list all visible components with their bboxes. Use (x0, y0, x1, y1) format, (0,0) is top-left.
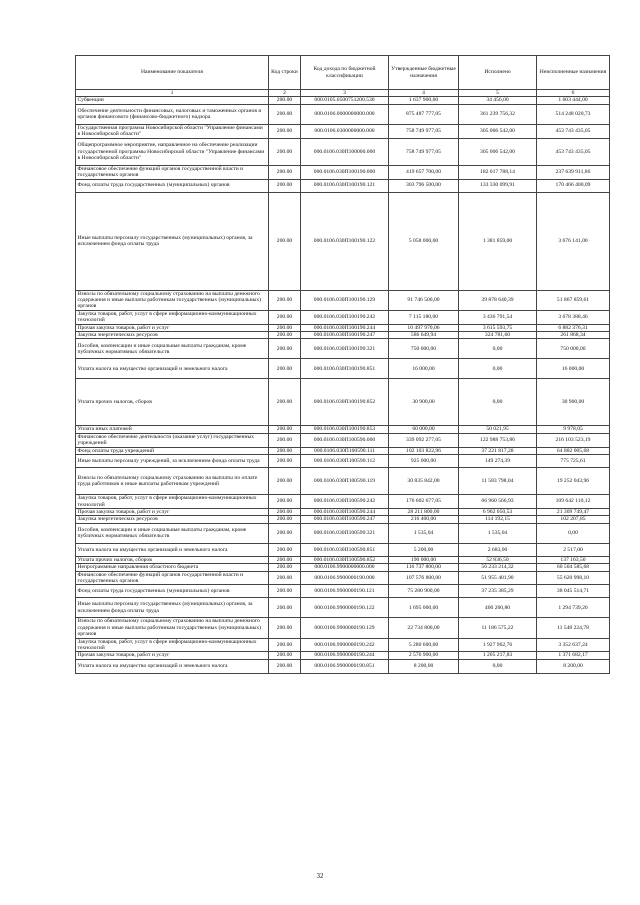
row-name: Уплата налога на имущество организаций и земельного налога (76, 543, 269, 556)
table-row (76, 618, 610, 638)
row-kbk: 000.0106.9900000190.121 (301, 585, 389, 598)
row-name: Уплата налога на имущество организаций и земельного налога (76, 659, 269, 673)
row-kbk: 000.0106.9900000190.129 (301, 618, 389, 638)
header-row (76, 56, 610, 90)
row-name: Финансовое обеспечение функций органов государственной власти и государственных органов (76, 571, 269, 585)
row-kbk: 000.0106.9900000190.122 (301, 598, 389, 618)
row-kbk: 000.0106.030П100590.852 (301, 556, 389, 563)
row-code: 200.00 (269, 179, 301, 192)
row-executed: 52 836,50 (459, 556, 537, 563)
table-row (76, 447, 610, 454)
row-name: Фонд оплаты труда государственных (муниципальных) органов (76, 585, 269, 598)
row-executed: 361 239 756,32 (459, 104, 537, 124)
row-code: 200.00 (269, 598, 301, 618)
row-approved: 91 746 500,00 (389, 290, 459, 310)
row-executed: 11 583 798,04 (459, 468, 537, 495)
row-approved: 60 000,00 (389, 426, 459, 433)
row-approved: 75 280 900,00 (389, 585, 459, 598)
table-row (76, 290, 610, 310)
row-remaining: 775 725,61 (537, 455, 610, 468)
row-kbk: 000.0106.030П100590.851 (301, 543, 389, 556)
table-row (76, 585, 610, 598)
row-name: Иные выплаты персоналу государственных (муниципальных) органов, за исключением фонда оплаты труда (76, 192, 269, 290)
row-code: 200.00 (269, 652, 301, 659)
row-kbk: 000.0106.030П100190.129 (301, 290, 389, 310)
row-approved: 216 400,00 (389, 516, 459, 523)
row-code: 200.00 (269, 523, 301, 543)
row-executed: 324 781,60 (459, 332, 537, 339)
row-name: Финансовое обеспечение деятельности (оказание услуг) государственных учреждений (76, 433, 269, 447)
row-approved: 1 695 000,00 (389, 598, 459, 618)
row-remaining: 514 248 020,73 (537, 104, 610, 124)
table-row (76, 516, 610, 523)
row-name: Прочая закупка товаров, работ и услуг (76, 324, 269, 331)
row-name: Фонд оплаты труда учреждений (76, 447, 269, 454)
row-name: Непрограммные направления областного бюджета (76, 564, 269, 571)
row-name: Уплата налога на имущество организаций и земельного налога (76, 359, 269, 379)
row-name: Уплата прочих налогов, сборов (76, 379, 269, 426)
row-approved: 303 796 500,00 (389, 179, 459, 192)
row-executed: 37 235 385,29 (459, 585, 537, 598)
row-executed: 2 683,00 (459, 543, 537, 556)
row-kbk: 000.0106.030П100190.000 (301, 165, 389, 179)
row-kbk: 000.0106.030П100190.242 (301, 310, 389, 324)
table-row (76, 659, 610, 673)
row-name: Прочая закупка товаров, работ и услуг (76, 652, 269, 659)
row-kbk: 000.0106.030П100190.851 (301, 359, 389, 379)
column-number: 6 (537, 90, 610, 97)
row-executed: 34 456,00 (459, 97, 537, 104)
column-number: 3 (301, 90, 389, 97)
column-number: 1 (76, 90, 269, 97)
row-name: Уплата прочих налогов, сборов (76, 556, 269, 563)
row-executed: 149 274,39 (459, 455, 537, 468)
row-executed: 50 021,95 (459, 426, 537, 433)
row-approved: 7 115 180,00 (389, 310, 459, 324)
table-row (76, 652, 610, 659)
row-code: 200.00 (269, 556, 301, 563)
table-row (76, 359, 610, 379)
row-remaining: 137 163,50 (537, 556, 610, 563)
row-remaining: 21 309 749,47 (537, 508, 610, 515)
row-approved: 176 602 677,05 (389, 495, 459, 509)
row-name: Взносы по обязательному социальному страхованию на выплаты денежного содержания и иные выплаты работникам государственных (муниципальных) органов (76, 618, 269, 638)
row-remaining: 1 603 444,00 (537, 97, 610, 104)
row-code: 200.00 (269, 97, 301, 104)
row-name: Уплата иных платежей (76, 426, 269, 433)
row-name: Иные выплаты персоналу учреждений, за исключением фонда оплаты труда (76, 455, 269, 468)
table-row (76, 638, 610, 652)
row-approved: 30 900,00 (389, 379, 459, 426)
row-executed: 1 927 962,76 (459, 638, 537, 652)
table-row (76, 523, 610, 543)
row-approved: 107 576 800,00 (389, 571, 459, 585)
table-row (76, 433, 610, 447)
row-name: Финансовое обеспечение функций органов государственной власти и государственных органов (76, 165, 269, 179)
row-name: Пособия, компенсации и иные социальные выплаты гражданам, кроме публичных нормативных обязательств (76, 523, 269, 543)
row-approved: 16 000,00 (389, 359, 459, 379)
header-cell: Исполнено (459, 56, 537, 90)
row-remaining: 0,00 (537, 523, 610, 543)
table-row (76, 138, 610, 165)
row-approved: 5 200,00 (389, 543, 459, 556)
row-name: Закупка товаров, работ, услуг в сфере информационно-коммуникационных технологий (76, 310, 269, 324)
row-executed: 122 988 753,86 (459, 433, 537, 447)
row-code: 200.00 (269, 585, 301, 598)
table-row (76, 426, 610, 433)
row-code: 200.00 (269, 447, 301, 454)
row-remaining: 261 868,34 (537, 332, 610, 339)
row-code: 200.00 (269, 290, 301, 310)
row-kbk: 000.0106.9900000190.244 (301, 652, 389, 659)
row-executed: 182 017 788,14 (459, 165, 537, 179)
row-code: 200.00 (269, 359, 301, 379)
row-kbk: 000.0106.030П100190.121 (301, 179, 389, 192)
row-code: 200.00 (269, 516, 301, 523)
row-kbk: 000.0106.030П100590.247 (301, 516, 389, 523)
row-kbk: 000.0106.030П100190.321 (301, 339, 389, 359)
row-remaining: 38 045 514,71 (537, 585, 610, 598)
row-remaining: 16 000,00 (537, 359, 610, 379)
table-row (76, 571, 610, 585)
row-kbk: 000.0106.0300000000.000 (301, 124, 389, 138)
row-executed: 56 233 214,32 (459, 564, 537, 571)
row-executed: 0,00 (459, 659, 537, 673)
row-approved: 28 211 800,00 (389, 508, 459, 515)
row-approved: 5 280 600,00 (389, 638, 459, 652)
table-row (76, 192, 610, 290)
table-row (76, 564, 610, 571)
row-remaining: 8 200,00 (537, 659, 610, 673)
row-executed: 400 260,80 (459, 598, 537, 618)
row-name: Обеспечение деятельности финансовых, налоговых и таможенных органов и органов финансового (финансово-бюджетного) надзора (76, 104, 269, 124)
row-kbk: 000.0106.030П100190.853 (301, 426, 389, 433)
row-code: 200.00 (269, 564, 301, 571)
row-code: 200.00 (269, 332, 301, 339)
row-code: 200.00 (269, 638, 301, 652)
row-remaining: 1 371 682,17 (537, 652, 610, 659)
table-row (76, 508, 610, 515)
row-kbk: 000.0106.9900000190.000 (301, 571, 389, 585)
table-row (76, 455, 610, 468)
row-remaining: 216 103 523,19 (537, 433, 610, 447)
row-approved: 30 835 842,00 (389, 468, 459, 495)
header-cell: Код дохода по бюджетной классификации (301, 56, 389, 90)
row-code: 200.00 (269, 659, 301, 673)
row-kbk: 000.0106.030П100590.244 (301, 508, 389, 515)
row-code: 200.00 (269, 310, 301, 324)
header-cell: Утвержденные бюджетные назначения (389, 56, 459, 90)
budget-execution-table (75, 55, 610, 674)
table-row (76, 165, 610, 179)
row-approved: 22 734 800,00 (389, 618, 459, 638)
row-code: 200.00 (269, 165, 301, 179)
row-code: 200.00 (269, 455, 301, 468)
row-name: Закупка товаров, работ, услуг в сфере информационно-коммуникационных технологий (76, 495, 269, 509)
row-remaining: 6 882 376,31 (537, 324, 610, 331)
row-kbk: 000.0106.030П100000.000 (301, 138, 389, 165)
row-remaining: 3 352 637,24 (537, 638, 610, 652)
table-row (76, 543, 610, 556)
row-approved: 1 637 900,00 (389, 97, 459, 104)
row-executed: 0,00 (459, 379, 537, 426)
row-remaining: 64 882 005,68 (537, 447, 610, 454)
row-remaining: 51 867 859,61 (537, 290, 610, 310)
row-remaining: 1 294 739,20 (537, 598, 610, 618)
row-code: 200.00 (269, 124, 301, 138)
row-approved: 586 649,94 (389, 332, 459, 339)
row-code: 200.00 (269, 468, 301, 495)
row-remaining: 453 743 435,05 (537, 138, 610, 165)
row-kbk: 000.0106.030П100190.247 (301, 332, 389, 339)
row-remaining: 60 504 585,68 (537, 564, 610, 571)
table-row (76, 97, 610, 104)
table-row (76, 556, 610, 563)
row-kbk: 000.0106.9900000190.851 (301, 659, 389, 673)
row-remaining: 30 900,00 (537, 379, 610, 426)
table-row (76, 179, 610, 192)
row-name: Общепрограммное мероприятие, направленное на обеспечение реализации государственной программы Новосибирской области "Управление финансами в Новосибирской области" (76, 138, 269, 165)
row-name: Пособия, компенсации и иные социальные выплаты гражданам, кроме публичных нормативных обязательств (76, 339, 269, 359)
row-executed: 1 205 217,83 (459, 652, 537, 659)
row-kbk: 000.0106.9900000000.000 (301, 564, 389, 571)
row-approved: 102 103 822,96 (389, 447, 459, 454)
row-code: 200.00 (269, 192, 301, 290)
row-kbk: 000.0106.030П100590.000 (301, 433, 389, 447)
budget-table-container (75, 55, 609, 674)
column-number: 2 (269, 90, 301, 97)
row-executed: 6 902 050,53 (459, 508, 537, 515)
column-number: 5 (459, 90, 537, 97)
row-approved: 875 487 777,05 (389, 104, 459, 124)
row-executed: 1 381 859,00 (459, 192, 537, 290)
row-approved: 10 497 970,06 (389, 324, 459, 331)
table-row (76, 124, 610, 138)
page-number: 32 (316, 872, 324, 880)
row-approved: 419 657 700,00 (389, 165, 459, 179)
row-remaining: 9 978,05 (537, 426, 610, 433)
row-executed: 51 955 401,90 (459, 571, 537, 585)
row-approved: 2 576 900,00 (389, 652, 459, 659)
row-kbk: 000.0106.030П100190.122 (301, 192, 389, 290)
row-code: 200.00 (269, 433, 301, 447)
row-approved: 116 737 800,00 (389, 564, 459, 571)
row-executed: 133 330 099,91 (459, 179, 537, 192)
row-approved: 758 749 977,05 (389, 138, 459, 165)
table-row (76, 104, 610, 124)
row-approved: 758 749 977,05 (389, 124, 459, 138)
table-row (76, 495, 610, 509)
row-name: Субвенции (76, 97, 269, 104)
row-code: 200.00 (269, 339, 301, 359)
column-number-row (76, 90, 610, 97)
table-row (76, 339, 610, 359)
table-row (76, 468, 610, 495)
row-remaining: 3 678 388,46 (537, 310, 610, 324)
row-name: Государственная программа Новосибирской области "Управление финансами в Новосибирской области" (76, 124, 269, 138)
row-approved: 190 000,00 (389, 556, 459, 563)
column-number: 4 (389, 90, 459, 97)
row-remaining: 237 639 911,86 (537, 165, 610, 179)
table-row (76, 310, 610, 324)
row-code: 200.00 (269, 426, 301, 433)
row-remaining: 750 000,00 (537, 339, 610, 359)
row-kbk: 000.0106.030П100590.112 (301, 455, 389, 468)
row-executed: 39 878 640,39 (459, 290, 537, 310)
row-code: 200.00 (269, 324, 301, 331)
row-kbk: 000.0106.030П100190.244 (301, 324, 389, 331)
row-executed: 305 006 542,00 (459, 124, 537, 138)
row-executed: 11 186 575,22 (459, 618, 537, 638)
row-name: Закупка энергетических ресурсов (76, 332, 269, 339)
row-code: 200.00 (269, 543, 301, 556)
row-kbk: 000.0106.030П100590.111 (301, 447, 389, 454)
row-kbk: 000.0106.030П100190.852 (301, 379, 389, 426)
row-kbk: 000.0106.030П100590.321 (301, 523, 389, 543)
header-cell: Неисполненные назначения (537, 56, 610, 90)
row-kbk: 000.0106.0000000000.000 (301, 104, 389, 124)
row-approved: 925 000,00 (389, 455, 459, 468)
row-executed: 66 960 566,93 (459, 495, 537, 509)
row-name: Закупка товаров, работ, услуг в сфере информационно-коммуникационных технологий (76, 638, 269, 652)
row-approved: 8 200,00 (389, 659, 459, 673)
header-cell: Наименование показателя (76, 56, 269, 90)
row-remaining: 2 517,00 (537, 543, 610, 556)
row-approved: 750 000,00 (389, 339, 459, 359)
row-executed: 305 006 542,00 (459, 138, 537, 165)
row-kbk: 000.0106.030П100590.119 (301, 468, 389, 495)
row-remaining: 170 466 400,09 (537, 179, 610, 192)
row-code: 200.00 (269, 508, 301, 515)
row-remaining: 109 642 110,12 (537, 495, 610, 509)
row-executed: 1 535,04 (459, 523, 537, 543)
row-executed: 3 615 593,75 (459, 324, 537, 331)
row-kbk: 000.0105.0500751200.530 (301, 97, 389, 104)
table-row (76, 332, 610, 339)
row-approved: 5 058 000,00 (389, 192, 459, 290)
row-approved: 1 535,04 (389, 523, 459, 543)
row-name: Взносы по обязательному социальному страхованию на выплаты денежного содержания и иные выплаты работникам государственных (муниципальных) органов (76, 290, 269, 310)
row-name: Фонд оплаты труда государственных (муниципальных) органов (76, 179, 269, 192)
row-name: Иные выплаты персоналу государственных (муниципальных) органов, за исключением фонда оплаты труда (76, 598, 269, 618)
row-executed: 0,00 (459, 339, 537, 359)
row-remaining: 19 252 043,96 (537, 468, 610, 495)
row-executed: 37 221 817,28 (459, 447, 537, 454)
row-name: Взносы по обязательному социальному страхованию на выплаты по оплате труда работников и иные выплаты работникам учреждений (76, 468, 269, 495)
row-remaining: 55 620 998,10 (537, 571, 610, 585)
row-remaining: 453 743 435,05 (537, 124, 610, 138)
row-name: Закупка энергетических ресурсов (76, 516, 269, 523)
header-cell: Код строки (269, 56, 301, 90)
row-executed: 114 192,15 (459, 516, 537, 523)
row-remaining: 3 676 141,00 (537, 192, 610, 290)
table-row (76, 324, 610, 331)
row-remaining: 11 548 224,78 (537, 618, 610, 638)
row-kbk: 000.0106.030П100590.242 (301, 495, 389, 509)
row-executed: 0,00 (459, 359, 537, 379)
row-executed: 3 436 791,54 (459, 310, 537, 324)
row-approved: 339 092 277,05 (389, 433, 459, 447)
row-code: 200.00 (269, 104, 301, 124)
row-name: Прочая закупка товаров, работ и услуг (76, 508, 269, 515)
row-code: 200.00 (269, 138, 301, 165)
row-code: 200.00 (269, 495, 301, 509)
row-code: 200.00 (269, 618, 301, 638)
table-row (76, 598, 610, 618)
row-remaining: 102 207,85 (537, 516, 610, 523)
row-code: 200.00 (269, 571, 301, 585)
table-row (76, 379, 610, 426)
row-kbk: 000.0106.9900000190.242 (301, 638, 389, 652)
row-code: 200.00 (269, 379, 301, 426)
